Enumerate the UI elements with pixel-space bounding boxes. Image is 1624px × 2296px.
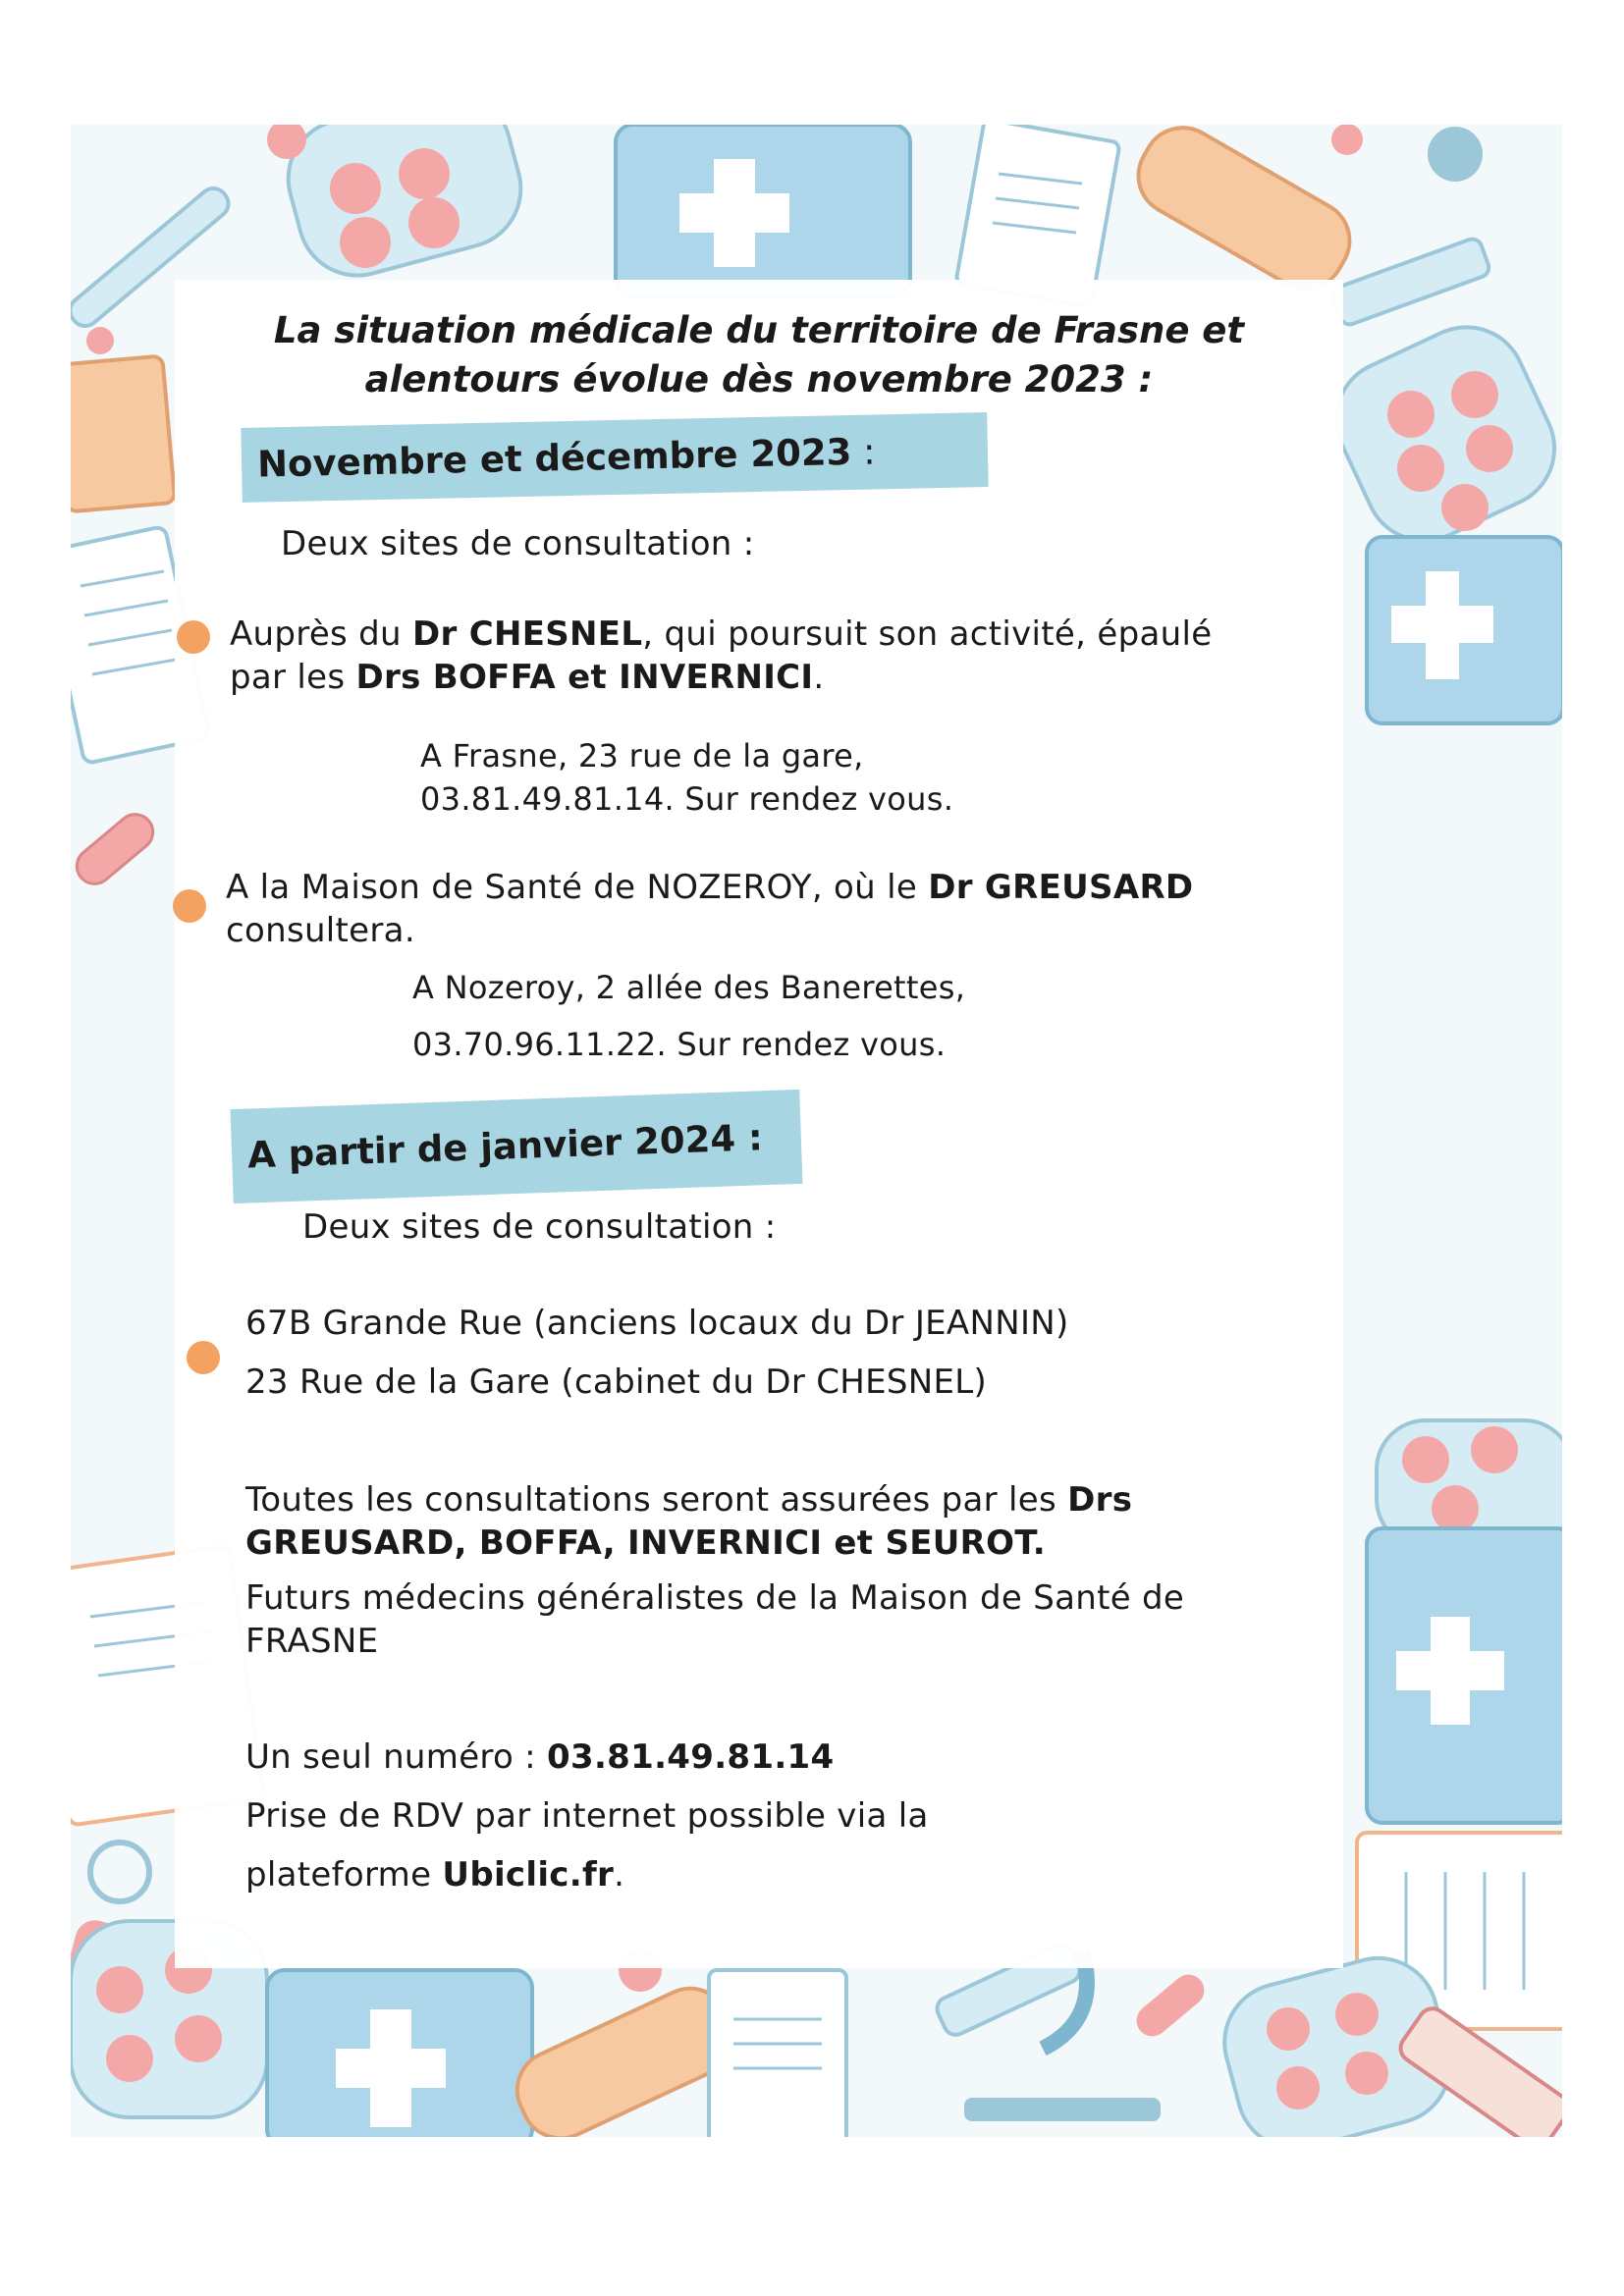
section2-heading: A partir de janvier 2024 : — [246, 1116, 764, 1177]
medical-kit-icon — [616, 125, 910, 296]
online-booking-line-2 — [245, 1853, 624, 1896]
title-line-1: La situation médicale du territoire de Frasne et — [273, 309, 1245, 351]
page-title — [175, 306, 1343, 404]
phone-label: Un seul numéro : — [245, 1737, 548, 1777]
section2-heading-band — [231, 1090, 803, 1203]
booking-text: plateforme — [245, 1855, 443, 1895]
site1-text: Auprès du — [230, 614, 412, 654]
consultations-line-1 — [245, 1478, 1345, 1522]
medical-kit-icon — [1367, 537, 1562, 723]
site2-address-line: A Nozeroy, 2 allée des Banerettes, — [412, 969, 966, 1006]
bandage-icon — [1124, 125, 1364, 302]
site2-line-1 — [226, 866, 1335, 909]
booking-platform: Ubiclic.fr — [442, 1855, 615, 1895]
doctor-names: GREUSARD, BOFFA, INVERNICI et SEUROT. — [245, 1523, 1046, 1563]
site2-line-2: consultera. — [226, 911, 415, 950]
booking-text: . — [614, 1855, 625, 1895]
future-line-1: Futurs médecins généralistes de la Maison de Santé de — [245, 1578, 1185, 1618]
phone-value: 03.81.49.81.14 — [547, 1737, 835, 1777]
pill-blister-icon — [267, 125, 534, 289]
bullet-icon — [177, 620, 210, 654]
online-booking-line-1: Prise de RDV par internet possible via la — [245, 1796, 929, 1836]
consultations-statement — [245, 1478, 1345, 1565]
site1-address-line: A Frasne, 23 rue de la gare, — [420, 737, 864, 774]
medical-kit-icon — [1367, 1528, 1562, 1823]
site2-phone-line: 03.70.96.11.22. Sur rendez vous. — [412, 1026, 947, 1063]
bandage-icon — [71, 355, 175, 511]
site1-text: par les — [230, 658, 356, 697]
single-phone-number — [245, 1735, 834, 1779]
section2-site2: 23 Rue de la Gare (cabinet du Dr CHESNEL) — [245, 1362, 988, 1402]
bullet-icon — [173, 889, 206, 923]
doctor-name: Dr GREUSARD — [928, 868, 1194, 907]
site1-phone-line: 03.81.49.81.14. Sur rendez vous. — [420, 780, 954, 818]
pill-blister-icon — [1317, 308, 1562, 561]
syringe-icon — [1330, 125, 1491, 327]
section1-site2-description — [226, 866, 1335, 952]
doctor-name: Dr CHESNEL — [412, 614, 643, 654]
title-line-2: alentours évolue dès novembre 2023 : — [364, 358, 1154, 400]
section1-heading-band — [241, 412, 988, 503]
consultations-line-2 — [245, 1522, 1345, 1565]
section1-intro: Deux sites de consultation : — [281, 524, 755, 563]
site1-text: , qui poursuit son activité, épaulé — [642, 614, 1213, 654]
section2-intro: Deux sites de consultation : — [302, 1207, 777, 1247]
consultations-text: Toutes les consultations seront assurées par les — [245, 1480, 1068, 1520]
site1-line-2 — [230, 656, 1339, 699]
site2-text: A la Maison de Santé de NOZEROY, où le — [226, 868, 929, 907]
bullet-icon — [187, 1341, 220, 1374]
section1-heading: Novembre et décembre 2023 — [256, 430, 852, 486]
site1-line-1 — [230, 613, 1339, 656]
section2-site1: 67B Grande Rue (anciens locaux du Dr JEANNIN) — [245, 1304, 1069, 1343]
pill-capsule-icon — [71, 807, 160, 890]
section1-site1-description — [230, 613, 1339, 699]
future-doctors-statement — [245, 1576, 1345, 1663]
doctors-label: Drs — [1067, 1480, 1133, 1520]
clipboard-icon — [709, 1970, 846, 2137]
medical-kit-icon — [267, 1970, 532, 2137]
future-line-2: FRASNE — [245, 1622, 379, 1661]
site1-address — [420, 734, 953, 821]
section1-heading-colon: : — [850, 430, 876, 473]
site1-text: . — [813, 658, 825, 697]
doctor-names: Drs BOFFA et INVERNICI — [355, 658, 814, 697]
